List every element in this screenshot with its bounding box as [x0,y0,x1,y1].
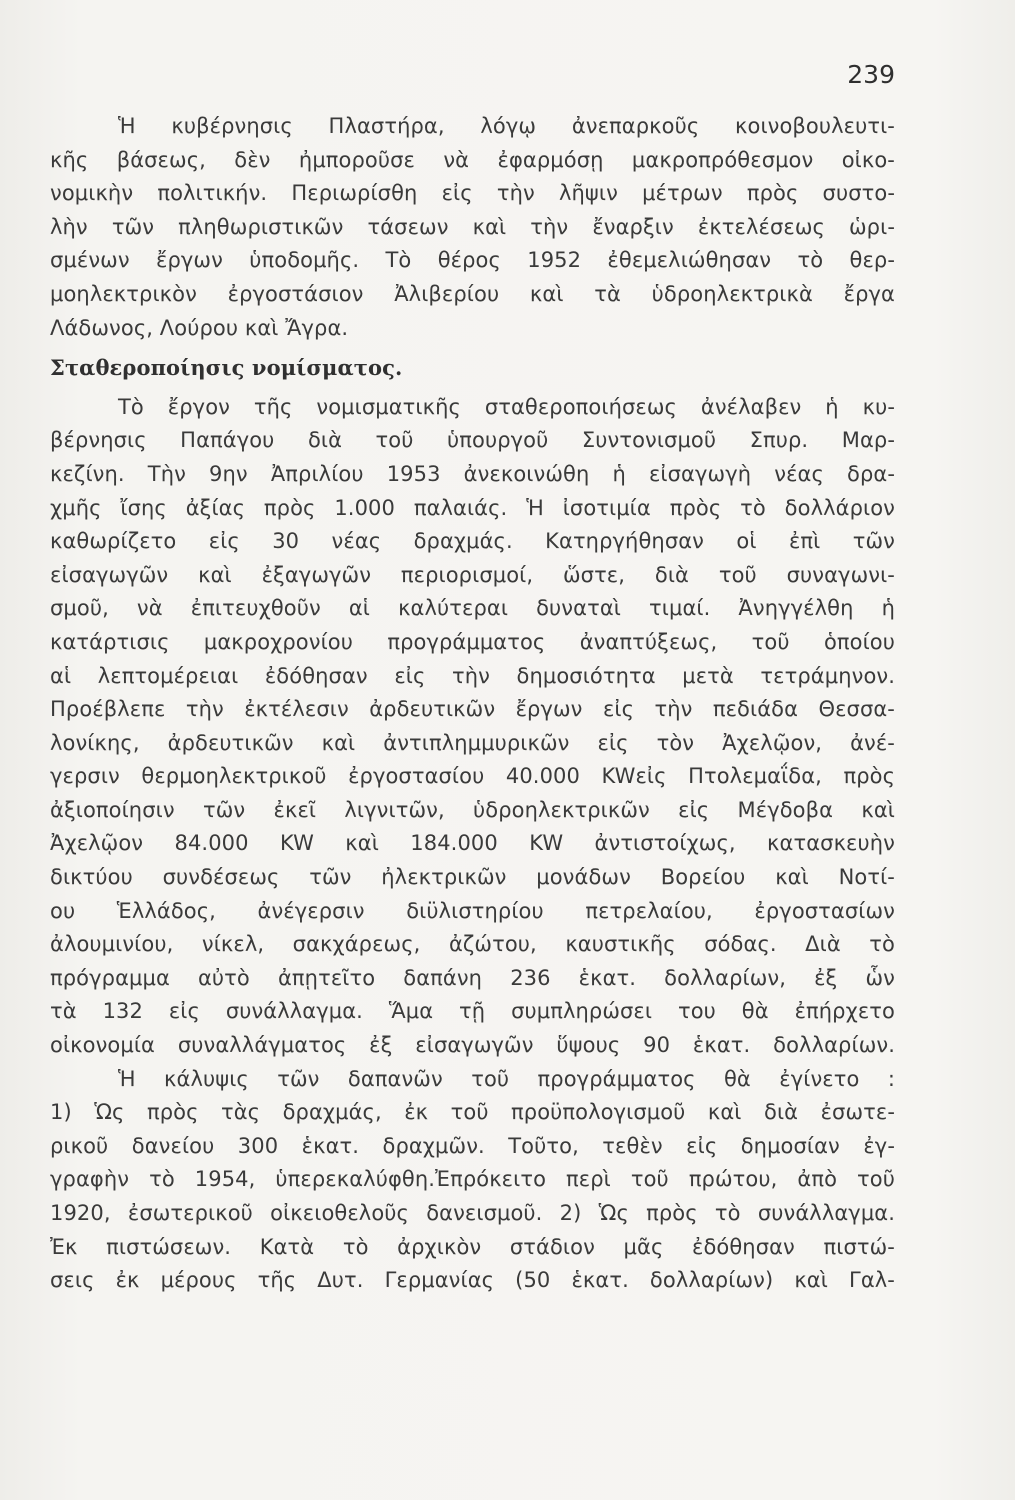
text-line: Προέβλεπε τὴν ἐκτέλεσιν ἀρδευτικῶν ἔργων εἰς τὴν πεδιάδα Θεσσα- [50,697,895,722]
text-line: αἱ λεπτομέρειαι ἐδόθησαν εἰς τὴν δημοσιότητα μετὰ τετράμηνον. [50,663,895,688]
text-line: σεις ἐκ μέρους τῆς Δυτ. Γερμανίας (50 ἑκατ. δολλαρίων) καὶ Γαλ- [50,1268,895,1293]
text-line: οἰκονομία συναλλάγματος ἐξ εἰσαγωγῶν ὕψους 90 ἑκατ. δολλαρίων. [50,1033,895,1058]
text-line: ἀξιοποίησιν τῶν ἐκεῖ λιγνιτῶν, ὑδροηλεκτρικῶν εἰς Μέγδοβα καὶ [50,797,895,822]
text-line: χμῆς ἴσης ἀξίας πρὸς 1.000 παλαιάς. Ἡ ἰσοτιμία πρὸς τὸ δολλάριον [50,495,895,520]
text-line: Ἡ κυβέρνησις Πλαστήρα, λόγῳ ἀνεπαρκοῦς κοινοβουλευτι- [118,114,895,138]
text-line: νομικὴν πολιτικήν. Περιωρίσθη εἰς τὴν λῆψιν μέτρων πρὸς συστο- [50,181,895,206]
text-line: ἀλουμινίου, νίκελ, σακχάρεως, ἀζώτου, καυστικῆς σόδας. Διὰ τὸ [50,932,895,957]
text-line: Ἐκ πιστώσεων. Κατὰ τὸ ἀρχικὸν στάδιον μᾶς ἐδόθησαν πιστώ- [50,1234,895,1259]
text-line: δικτύου συνδέσεως τῶν ἠλεκτρικῶν μονάδων Βορείου καὶ Νοτί- [50,865,895,890]
text-line: σμοῦ, νὰ ἐπιτευχθοῦν αἱ καλύτεραι δυναταὶ τιμαί. Ἀνηγγέλθη ἡ [50,596,895,621]
text-line: σμένων ἔργων ὑποδομῆς. Τὸ θέρος 1952 ἐθεμελιώθησαν τὸ θερ- [50,248,895,273]
text-line: λὴν τῶν πληθωριστικῶν τάσεων καὶ τὴν ἔναρξιν ἐκτελέσεως ὡρι- [50,214,895,239]
text-line: εἰσαγωγῶν καὶ ἐξαγωγῶν περιορισμοί, ὥστε, διὰ τοῦ συναγωνι- [50,562,895,587]
text-line: πρόγραμμα αὐτὸ ἀπῃτεῖτο δαπάνη 236 ἑκατ. δολλαρίων, ἐξ ὧν [50,965,895,990]
text-line: κατάρτισις μακροχρονίου προγράμματος ἀναπτύξεως, τοῦ ὁποίου [50,629,895,654]
page-number: 239 [847,60,895,89]
text-line: Λάδωνος, Λούρου καὶ Ἄγρα. [50,315,349,340]
text-line: Ἀχελῷον 84.000 KW καὶ 184.000 KW ἀντιστοίχως, κατασκευὴν [50,831,895,856]
text-line: μοηλεκτρικὸν ἐργοστάσιον Ἀλιβερίου καὶ τὰ ὑδροηλεκτρικὰ ἔργα [50,281,895,306]
text-line: γερσιν θερμοηλεκτρικοῦ ἐργοστασίου 40.000 KWεἰς Πτολεμαΐδα, πρὸς [50,764,895,789]
text-line: κῆς βάσεως, δὲν ἠμποροῦσε νὰ ἐφαρμόσῃ μακροπρόθεσμον οἰκο- [50,147,895,172]
text-line: ου Ἑλλάδος, ἀνέγερσιν διϋλιστηρίου πετρελαίου, ἐργοστασίων [50,898,895,923]
text-line: Ἡ κάλυψις τῶν δαπανῶν τοῦ προγράμματος θὰ ἐγίνετο : [118,1066,895,1091]
text-line: 1) Ὡς πρὸς τὰς δραχμάς, ἐκ τοῦ προϋπολογισμοῦ καὶ διὰ ἐσωτε- [50,1100,895,1125]
text-line: 1920, ἐσωτερικοῦ οἰκειοθελοῦς δανεισμοῦ. 2) Ὡς πρὸς τὸ συνάλλαγμα. [50,1201,895,1225]
text-line: γραφὴν τὸ 1954, ὑπερεκαλύφθη.Ἐπρόκειτο περὶ τοῦ πρώτου, ἀπὸ τοῦ [50,1167,895,1192]
text-line: τὰ 132 εἰς συνάλλαγμα. Ἅμα τῇ συμπληρώσει του θὰ ἐπήρχετο [50,999,895,1024]
text-line: καθωρίζετο εἰς 30 νέας δραχμάς. Κατηργήθησαν οἱ ἐπὶ τῶν [50,529,895,554]
text-line: Τὸ ἔργον τῆς νομισματικῆς σταθεροποιήσεως ἀνέλαβεν ἡ κυ- [118,394,895,419]
text-line: λονίκης, ἀρδευτικῶν καὶ ἀντιπλημμυρικῶν εἰς τὸν Ἀχελῷον, ἀνέ- [50,730,895,755]
section-heading: Σταθεροποίησις νομίσματος. [50,355,403,381]
body-text [50,110,895,1298]
text-line: κεζίνη. Τὴν 9ην Ἀπριλίου 1953 ἀνεκοινώθη ἡ εἰσαγωγὴ νέας δρα- [50,461,895,486]
text-line: βέρνησις Παπάγου διὰ τοῦ ὑπουργοῦ Συντονισμοῦ Σπυρ. Μαρ- [50,428,895,453]
text-line: ρικοῦ δανείου 300 ἑκατ. δραχμῶν. Τοῦτο, τεθὲν εἰς δημοσίαν ἐγ- [50,1133,895,1158]
